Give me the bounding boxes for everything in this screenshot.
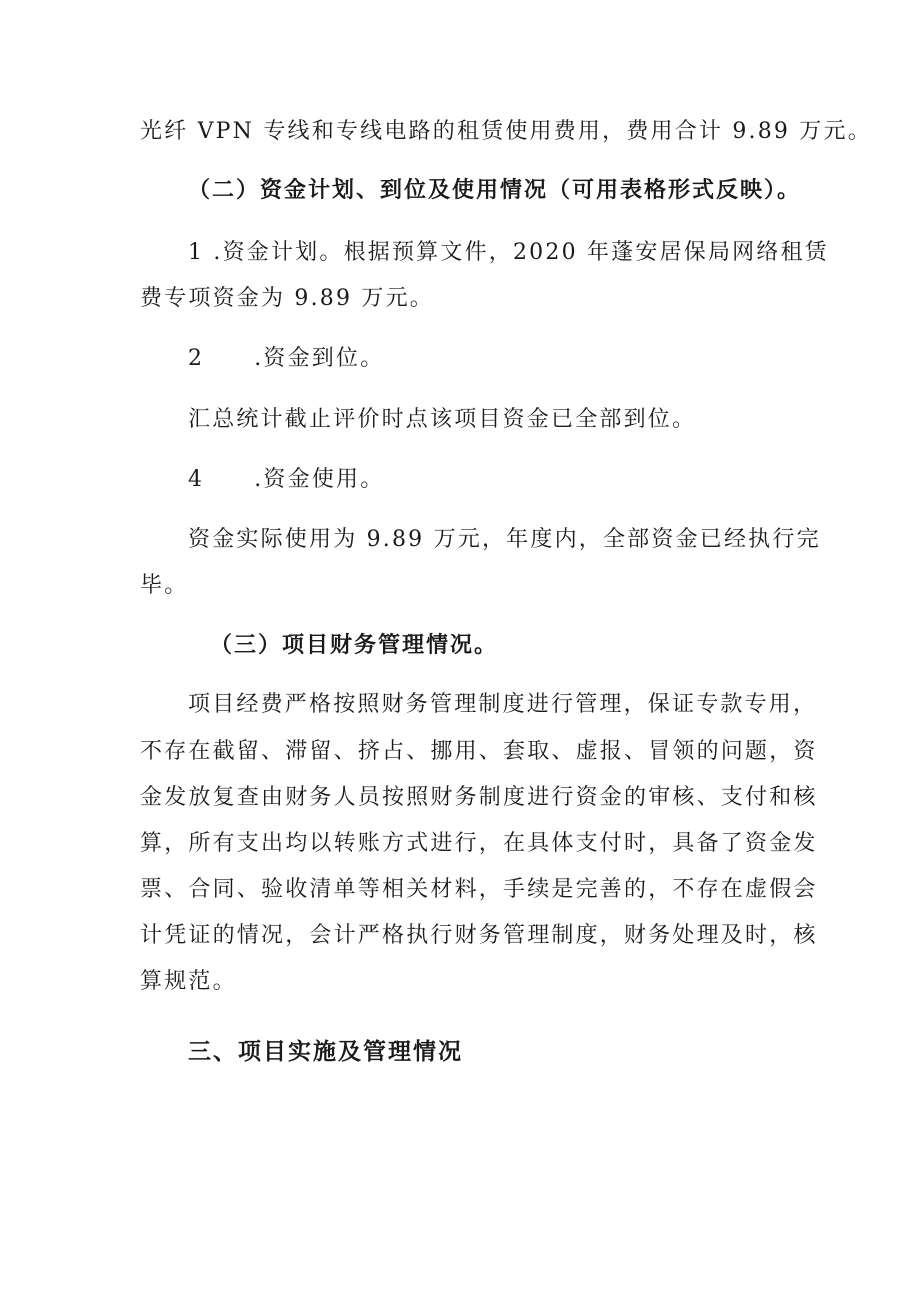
section-3-para-line-1: 项目经费严格按照财务管理制度进行管理，保证专款专用， bbox=[188, 692, 818, 717]
section-3-para-line-4: 算，所有支出均以转账方式进行，在具体支付时，具备了资金发 bbox=[140, 831, 818, 856]
item-4-label: .资金使用。 bbox=[254, 467, 385, 492]
item-2-body: 汇总统计截止评价时点该项目资金已全部到位。 bbox=[188, 407, 697, 432]
item-4-line-2: 毕。 bbox=[140, 573, 189, 598]
section-3-para-line-6: 计凭证的情况，会计严格执行财务管理制度，财务处理及时，核 bbox=[140, 923, 818, 948]
item-4-heading bbox=[188, 465, 384, 495]
item-1-line-2: 费专项资金为 9.89 万元。 bbox=[140, 286, 434, 311]
item-2-number: 2 bbox=[188, 346, 205, 371]
section-3-para-line-3: 金发放复查由财务人员按照财务制度进行资金的审核、支付和核 bbox=[140, 785, 818, 810]
section-2-heading: （二）资金计划、到位及使用情况（可用表格形式反映）。 bbox=[188, 178, 802, 203]
item-4-line-1: 资金实际使用为 9.89 万元，年度内，全部资金已经执行完 bbox=[188, 527, 821, 552]
item-2-label: .资金到位。 bbox=[254, 346, 385, 371]
item-1-line-1: 1 .资金计划。根据预算文件，2020 年蓬安居保局网络租赁 bbox=[188, 240, 829, 265]
chapter-3-heading: 三、项目实施及管理情况 bbox=[188, 1039, 463, 1065]
item-4-number: 4 bbox=[188, 467, 205, 492]
section-3-para-line-7: 算规范。 bbox=[140, 969, 237, 994]
section-3-heading: （三）项目财务管理情况。 bbox=[210, 633, 499, 658]
intro-line: 光纤 VPN 专线和专线电路的租赁使用费用，费用合计 9.89 万元。 bbox=[140, 119, 872, 144]
item-2-heading bbox=[188, 344, 384, 374]
section-3-para-line-5: 票、合同、验收清单等相关材料，手续是完善的，不存在虚假会 bbox=[140, 877, 818, 902]
section-3-para-line-2: 不存在截留、滞留、挤占、挪用、套取、虚报、冒领的问题，资 bbox=[140, 739, 818, 764]
